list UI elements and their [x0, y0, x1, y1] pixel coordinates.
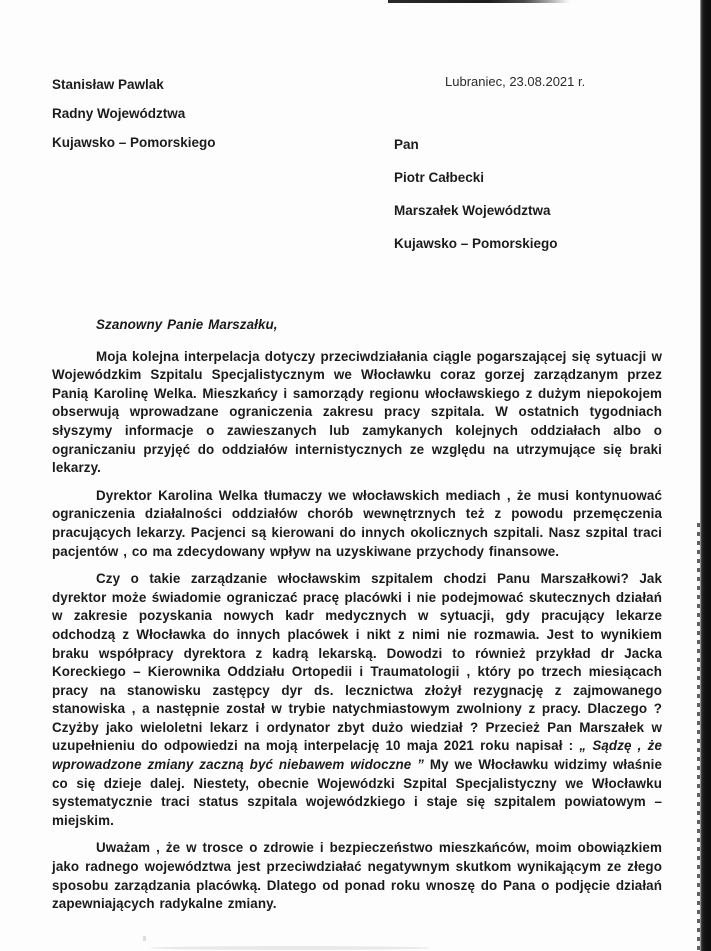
recipient-title-word: Pan: [394, 137, 419, 152]
recipient-block: [394, 128, 558, 260]
recipient-region: Kujawsko – Pomorskiego: [394, 236, 558, 251]
salutation: Szanowny Panie Marszałku,: [96, 317, 278, 332]
scan-bottom-dot: [143, 936, 146, 941]
paragraph-3-before-quote: Czy o takie zarządzanie włocławskim szpitalem chodzi Panu Marszałkowi? Jak dyrektor może świadomie ograniczać pracę placówki i nie podejmować skutecznych działań w zakresie pozyskania nowych kadr medycznych w sytuacji, gdy pracujący lekarze odchodzą z Włocławka do innych placówek i nikt z nimi nie rozmawia. Jest to wynikiem braku współpracy dyrektora z kadrą lekarską. Dowodzi to również przykład dr Jacka Koreckiego – Kierownika Oddziału Ortopedii i Traumatologii , który po trzech miesiącach pracy na stanowisku zastępcy dyr ds. lecznictwa złożył rezygnację z zajmowanego stanowiska , a następnie został w trybie natychmiastowym zwolniony z pracy. Dlaczego ? Czyżby jako wieloletni lekarz i ordynator zbyt dużo wiedział ? Przecież Pan Marszałek w uzupełnieniu do odpowiedzi na moją interpelację 10 maja 2021 roku napisał :: [52, 571, 662, 754]
paragraph-3: [52, 570, 662, 830]
paragraph-3-after-quote: My we Włocławku widzimy właśnie co się dzieje dalej. Niestety, obecnie Wojewódzki Szpital Specjalistyczny we Włocławku systematycznie traci status szpitala wojewódzkiego i staje się szpitalem powiatowym – miejskim.: [52, 757, 662, 828]
scan-bottom-smudge: [150, 946, 430, 950]
sender-name: Stanisław Pawlak: [52, 77, 164, 92]
sender-role: Radny Województwa: [52, 106, 186, 121]
paragraph-1: Moja kolejna interpelacja dotyczy przeciwdziałania ciągle pogarszającej się sytuacji w Wojewódzkim Szpitalu Specjalistycznym we Włocławku coraz gorzej zarządzanym przez Panią Karolinę Welka. Mieszkańcy i samorządy regionu włocławskiego z dużym niepokojem obserwują wprowadzane ograniczenia zakresu pracy szpitala. W ostatnich tygodniach słyszymy informacje o zawieszanych lub zamykanych kolejnych oddziałach albo o ograniczaniu przyjęć do oddziałów internistycznych ze względu na utrzymujące się braki lekarzy.: [52, 348, 662, 476]
paragraph-2: Dyrektor Karolina Welka tłumaczy we włocławskich mediach , że musi kontynuować ograniczenia działalności oddziałów chorób wewnętrznych też z powodu przemęczenia pracujących lekarzy. Pacjenci są kierowani do innych okolicznych szpitali. Nasz szpital traci pacjentów , co ma zdecydowany wpływ na uzyskiwane przychody finansowe.: [52, 487, 662, 559]
scan-top-edge-artifact: [388, 0, 570, 3]
dateline: Lubraniec, 23.08.2021 r.: [445, 74, 586, 89]
sender-region: Kujawsko – Pomorskiego: [52, 135, 216, 150]
recipient-role: Marszałek Województwa: [394, 203, 551, 218]
recipient-name: Piotr Całbecki: [394, 170, 485, 185]
paragraph-3-quote: „ Sądzę , że wprowadzone zmiany zaczną być niebawem widoczne ”: [52, 738, 662, 773]
sender-block: [52, 70, 216, 157]
letter-body: [52, 316, 662, 914]
scan-right-edge-artifact: [700, 0, 711, 951]
paragraph-4: Uważam , że w trosce o zdrowie i bezpieczeństwo mieszkańców, moim obowiązkiem jako radnego województwa jest przeciwdziałać negatywnym skutkom wynikającym ze złego sposobu zarządzania placówką. Dlatego od ponad roku wnoszę do Pana o podjęcie działań zapewniających radykalne zmiany.: [52, 840, 662, 912]
